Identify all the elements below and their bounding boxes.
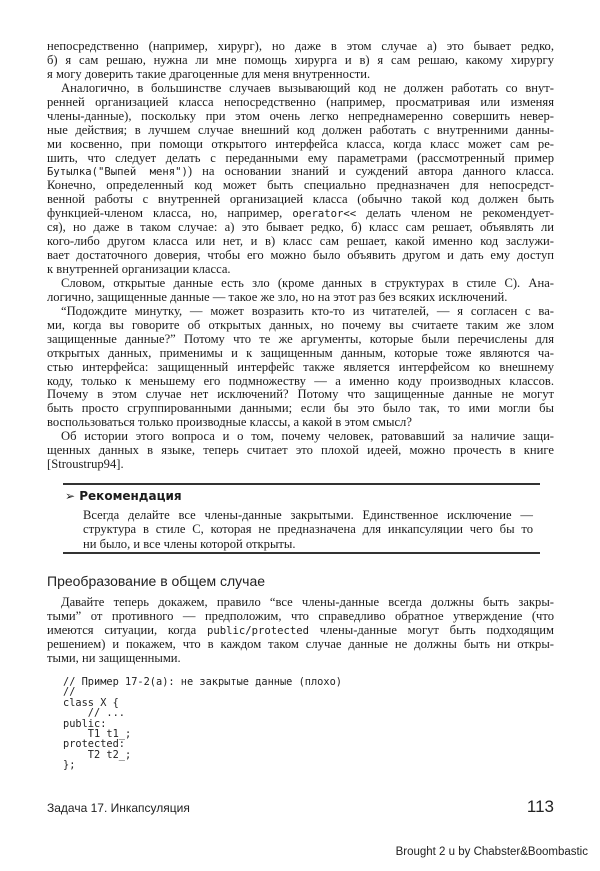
text-line [83,522,533,536]
text-line [47,333,554,347]
text-line [47,221,554,235]
text-line [47,610,554,624]
text-line [47,347,554,361]
text-segment: Словом, открытые данные есть зло (кроме данных в структурах в стиле С). Ана- [61,275,554,290]
recommendation-body [83,508,533,551]
text-line [47,388,554,402]
code-line: class X { [63,696,119,709]
paragraph [47,40,554,82]
code-line: T1 t1_; [63,728,132,741]
text-line [47,305,554,319]
text-line [47,68,554,82]
text-segment: ся), но даже в таком случае: а) это бывает редко, б) класс сам решает, объявлять ли [47,220,554,235]
recommendation-top-rule [63,483,540,485]
text-segment: шить, что следует делать с переданными ему параметрами (рассмотренный пример [47,150,554,165]
text-line [47,193,554,207]
text-line [47,624,554,638]
text-segment: тыми, ни защищенными. [47,650,181,665]
text-line [47,207,554,221]
text-segment: непосредственно (например, хирург), но даже в этом случае а) это бывает редко, [47,39,554,53]
text-line [47,638,554,652]
text-segment: к внутренней организации класса. [47,262,231,276]
code-listing [63,677,342,771]
text-line [47,319,554,333]
text-segment: ни было, и все члены которой открыты. [83,536,296,551]
text-line [47,444,554,458]
text-segment: логично, защищенные данные — такое же зло, но на этот раз без всяких исключений. [47,289,508,304]
paragraph [47,430,554,472]
text-line [47,277,554,291]
body-text-top [47,40,554,472]
text-segment: Давайте теперь докажем, правило “все члены-данные всегда должны быть закры- [61,595,554,609]
text-line [47,402,554,416]
paragraph [47,277,554,305]
code-line: }; [63,759,76,772]
text-segment: члены-данные могут быть подходящим [309,622,555,637]
text-segment: щенных данных в языке, теперь считает это плохой идеей, можно прочесть в книге [47,443,554,458]
text-line [47,596,554,610]
text-line [47,361,554,375]
text-line [47,263,554,277]
text-line [47,416,554,430]
text-line [47,165,554,179]
text-segment: “Подождите минутку, — может возразить кто-то из читателей, — я согласен с ва- [61,303,554,318]
text-line [47,458,554,472]
paragraph [47,305,554,430]
text-line [47,82,554,96]
text-line [47,54,554,68]
text-segment: структура в стиле С, которая не предназначена для инкапсуляции чего бы то [83,522,533,537]
section-heading: Преобразование в общем случае [47,573,266,589]
text-line [83,537,533,551]
code-line: T2 t2_; [63,748,132,761]
text-line [47,235,554,249]
inline-code: operator<< [292,208,357,221]
text-segment: Всегда делайте все члены-данные закрытыми. Единственное исключение — [83,508,533,522]
text-segment: кого-либо другом класса или нет, и в) класс сам решает, какой именно код заслужи- [47,234,554,249]
code-line: public: [63,717,107,730]
text-segment: функцией-членом класса, но, например, [47,206,293,221]
text-segment: имеются ситуации, когда [47,622,207,637]
paragraph [47,596,554,666]
recommendation-heading [65,489,182,503]
text-segment: делать членом не рекомендует- [356,206,554,221]
text-segment: венной работы с внутренней организацией класса (обычно такой код должен быть [47,192,554,207]
text-segment: защищенные данные?” Потому что те же аргументы, которые были перечислены для [47,331,554,346]
paragraph [47,82,554,277]
body-text-bottom [47,596,554,666]
code-line: // Пример 17-2(а): не закрытые данные (плохо) [63,676,342,688]
text-line [47,652,554,666]
text-line [47,138,554,152]
text-segment: ренней организацией класса непосредственно (например, просматривая или изменяя [47,94,554,109]
inline-code: Бутылка("Выпей меня") [47,166,188,179]
text-segment: Об истории этого вопроса и о том, почему человек, ратовавший за наличие защи- [61,429,554,444]
text-line [83,508,533,522]
page-number: 113 [526,797,554,816]
running-footer-chapter: Задача 17. Инкапсуляция [47,801,190,815]
text-line [47,110,554,124]
text-segment: тыми” от противного — предположим, что справедливо обратное утверждение (что [47,608,554,623]
text-line [47,249,554,263]
text-segment: Аналогично, в большинстве случаев вызывающий код не должен работать со внут- [61,80,554,95]
text-segment: решением) и покажем, что в каждом таком случае данные не должны быть ни откры- [47,636,554,651]
code-line: // ... [63,707,125,720]
text-segment: Почему в этом случае нет исключений? Потому что защищенные данные не могут [47,387,554,402]
text-segment: коду, только к меньшему его подмножеству — а именно коду производных классов. [47,373,554,388]
text-segment: ) на основании знаний и суждений автора данного класса. [187,164,554,179]
code-line: // [63,686,76,699]
arrow-marker-icon: ➢ [65,489,76,503]
text-line [47,179,554,193]
text-line [47,40,554,54]
text-segment: Конечно, определенный код может быть специально предназначен для непосредст- [47,178,554,193]
text-segment: я могу доверить такие драгоценные для меня внутренности. [47,66,371,81]
text-line [47,430,554,444]
text-segment: стью интерфейса: защищенный интерфейс также является интерфейсом ко внешнему [47,359,554,374]
recommendation-bottom-rule [63,552,540,554]
text-line [47,96,554,110]
code-line: protected: [63,738,125,751]
text-segment: открытых данных, применимы и к защищенным данным, которые тоже являются ча- [47,345,554,360]
text-segment: члены-данные), поскольку при этом очень легко непреднамеренно совершить невер- [47,108,554,123]
text-line [47,375,554,389]
scan-credit: Brought 2 u by Chabster&Boombastic [395,846,588,858]
text-segment: ми косвенно, при помощи открытого интерфейса класса, когда класс может сам ре- [47,136,554,151]
text-segment: воспользоваться только производные классы, а какой в этом смысл? [47,415,412,430]
text-line [47,124,554,138]
text-segment: [Stroustrup94]. [47,457,124,472]
recommendation-title: Рекомендация [79,489,182,503]
text-segment: ные действия; в лучшем случае внешний код должен работать с внутренними данны- [47,122,554,137]
text-line [47,152,554,166]
inline-code: public/protected [206,624,310,637]
text-segment: вает достаточного доверия, чтобы его можно было объявить другом и дать ему доступ [47,248,554,263]
text-segment: б) я сам решаю, нужна ли мне помощь хирурга и в) я сам решаю, какому хирургу [47,52,554,67]
text-segment: ми, когда вы говорите об открытых данных, но почему вы считаете таким же злом [47,317,554,332]
text-line [47,291,554,305]
text-segment: быть просто сгруппированными данными; если бы это было так, то ими могли бы [47,401,554,416]
